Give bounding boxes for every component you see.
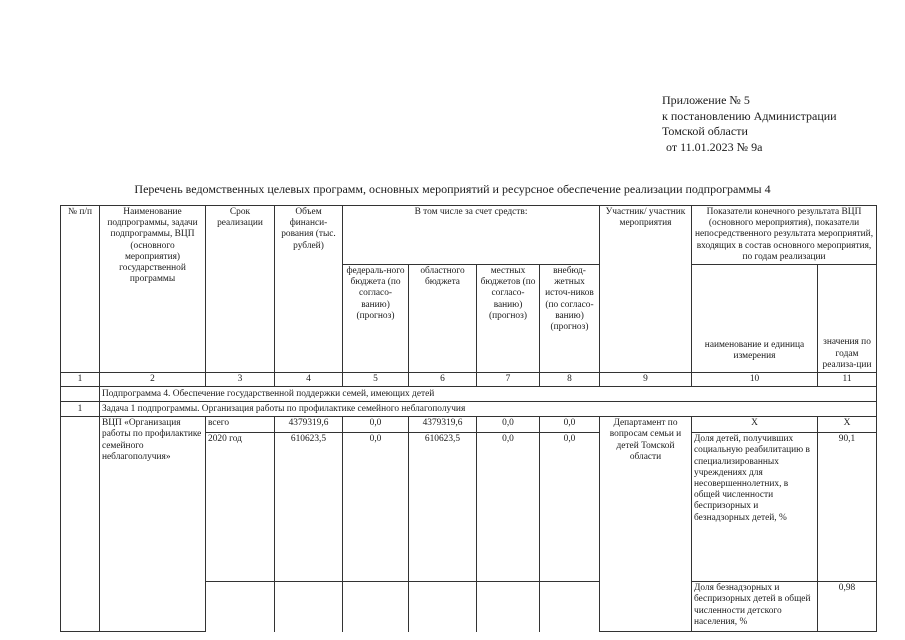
header-regional: областного бюджета: [409, 265, 477, 373]
col-number: 8: [540, 373, 600, 387]
volume-cell: 610623,5: [275, 433, 343, 582]
col-number: 6: [409, 373, 477, 387]
header-incl: В том числе за счет средств:: [343, 206, 600, 265]
header-term: Срок реализации: [206, 206, 275, 373]
local-cell: 0,0: [477, 417, 540, 433]
empty-cell: [343, 582, 409, 632]
vcp-name: ВЦП «Организация работы по профилактике семейного неблагополучия»: [100, 417, 206, 632]
document-title: Перечень ведомственных целевых программ, основных мероприятий и ресурсное обеспечение реализации подпрограммы 4: [134, 182, 771, 196]
extra-indicator-value: 0,98: [818, 582, 877, 632]
term-cell: всего: [206, 417, 275, 433]
federal-cell: 0,0: [343, 417, 409, 433]
resource-table: [60, 205, 877, 632]
header-name: Наименование подпрограммы, задачи подпрограммы, ВЦП (основного мероприятия) государственной программы: [100, 206, 206, 373]
regional-cell: 610623,5: [409, 433, 477, 582]
indicator-name-cell: Доля детей, получивших социальную реабилитацию в специализированных учреждениях для несовершеннолетних, в общей численности беспризорных и безнадзорных детей, %: [692, 433, 818, 582]
federal-cell: 0,0: [343, 433, 409, 582]
appendix-line-1: Приложение № 5: [662, 93, 750, 107]
volume-cell: 4379319,6: [275, 417, 343, 433]
subprogram-row: Подпрограмма 4. Обеспечение государственной поддержки семей, имеющих детей: [100, 387, 877, 402]
appendix-line-3: Томской области: [662, 124, 748, 138]
header-extra: внебюд-жетных источ-ников (по согласо-ванию) (прогноз): [540, 265, 600, 373]
extra-cell: 0,0: [540, 417, 600, 433]
col-number: 5: [343, 373, 409, 387]
col-number: 11: [818, 373, 877, 387]
empty-cell: [409, 582, 477, 632]
appendix-block: [662, 93, 837, 155]
header-ind-name: наименование и единица измерения: [692, 265, 818, 373]
extra-indicator-name: Доля безнадзорных и беспризорных детей в общей численности детского населения, %: [692, 582, 818, 632]
header-local: местных бюджетов (по согласо-ванию) (прогноз): [477, 265, 540, 373]
header-volume: Объем финанси-рования (тыс. рублей): [275, 206, 343, 373]
col-number: 4: [275, 373, 343, 387]
indicator-name-cell: Х: [692, 417, 818, 433]
task-number: 1: [61, 402, 100, 417]
regional-cell: 4379319,6: [409, 417, 477, 433]
empty-cell: [61, 417, 100, 632]
appendix-line-4: от 11.01.2023 № 9а: [666, 139, 763, 154]
col-number: 7: [477, 373, 540, 387]
col-number: 9: [600, 373, 692, 387]
col-number: 1: [61, 373, 100, 387]
empty-cell: [477, 582, 540, 632]
empty-cell: [61, 387, 100, 402]
header-federal: федераль-ного бюджета (по согласо-ванию) (прогноз): [343, 265, 409, 373]
indicator-value-cell: Х: [818, 417, 877, 433]
indicator-value-cell: 90,1: [818, 433, 877, 582]
empty-cell: [206, 582, 275, 632]
empty-cell: [275, 582, 343, 632]
task-row: Задача 1 подпрограммы. Организация работы по профилактике семейного неблагополучия: [100, 402, 877, 417]
appendix-line-2: к постановлению Администрации: [662, 108, 837, 123]
empty-cell: [540, 582, 600, 632]
participant-cell: Департамент по вопросам семьи и детей Томской области: [600, 417, 692, 632]
col-number: 10: [692, 373, 818, 387]
extra-cell: 0,0: [540, 433, 600, 582]
header-num: № п/п: [61, 206, 100, 373]
local-cell: 0,0: [477, 433, 540, 582]
col-number: 3: [206, 373, 275, 387]
col-number: 2: [100, 373, 206, 387]
header-ind-values: значения по годам реализа-ции: [818, 265, 877, 373]
header-participant: Участник/ участник мероприятия: [600, 206, 692, 373]
term-cell: 2020 год: [206, 433, 275, 582]
header-indicators: Показатели конечного результата ВЦП (основного мероприятия), показатели непосредственного результата мероприятий, входящих в состав основного мероприятия, по годам реализации: [692, 206, 877, 265]
